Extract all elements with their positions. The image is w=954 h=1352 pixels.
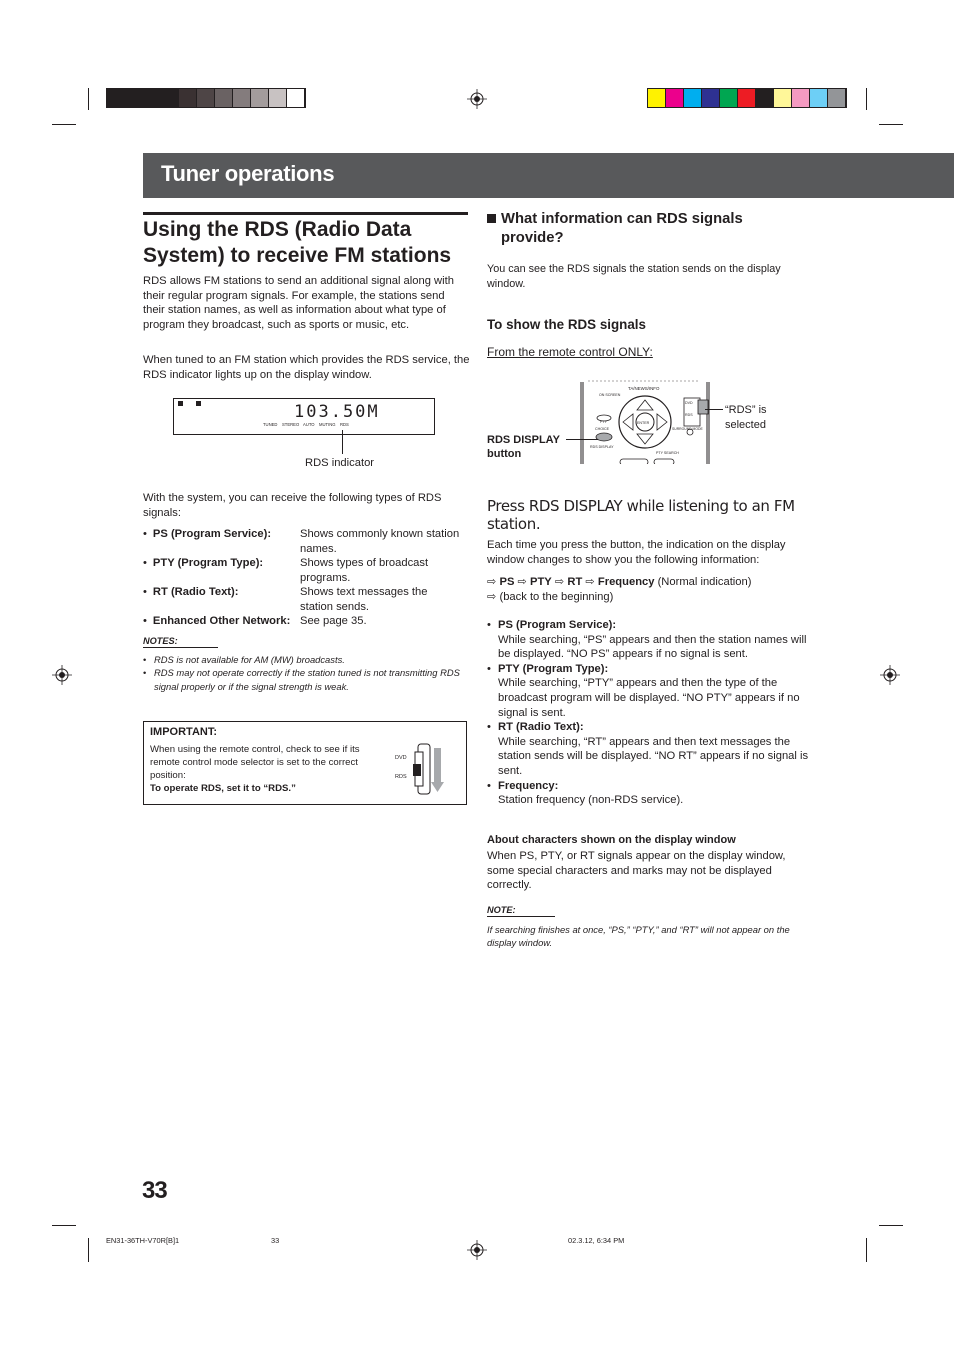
important-body: When using the remote control, check to see if its remote control mode selector is set to the correct position: [150,744,360,781]
registration-swatch [738,89,756,107]
registration-swatch [143,89,161,107]
switch-label-rds: RDS [395,774,407,780]
bullet-text: Station frequency (non-RDS service). [498,794,684,807]
callout-line [566,439,598,440]
crop-mark [879,1225,903,1226]
arrow-icon: ⇨ [585,576,595,588]
switch-label-dvd: DVD [395,755,407,761]
important-box [143,721,467,805]
crop-mark [866,1238,867,1262]
registration-swatch [792,89,810,107]
rds-display-button-label: RDS DISPLAY button [487,434,560,460]
types-intro: With the system, you can receive the following types of RDS signals: [143,492,442,519]
indicator-stereo: STEREO [282,422,300,427]
type-label: • Enhanced Other Network: [143,614,290,629]
rds-indicator-caption: RDS indicator [305,457,375,469]
seq-frequency: Frequency [597,576,655,588]
note-heading: NOTE: [487,905,555,917]
remote-label-choice: CHOICE [595,427,609,431]
important-heading: IMPORTANT: [150,726,218,738]
bullet-label: • RT (Radio Text): [487,720,812,735]
footer-code: EN31-36TH-V70R[B]1 [106,1236,180,1245]
remote-label-rds-display: RDS DISPLAY [590,445,614,449]
registration-swatch [161,89,179,107]
type-desc: Shows commonly known station names. [300,528,460,555]
registration-swatch [251,89,269,107]
seq-normal: (Normal indication) [657,576,752,588]
arrow-icon: ⇨ [487,590,497,603]
crop-mark [52,1225,76,1226]
remote-label-on-screen: ON SCREEN [599,393,621,397]
registration-swatch [107,89,125,107]
remote-label-top: TA/NEWS/INFO [628,386,660,391]
remote-label-surround: SURROUND MODE [672,427,703,431]
registration-target-icon [467,89,487,109]
crop-mark [879,124,903,125]
indicator-muting: MUTING [319,422,336,427]
type-desc: See page 35. [300,615,367,627]
remote-label-rds: RDS [685,413,693,417]
note-text: If searching finishes at once, “PS,” “PTY,” and “RT” will not appear on the display window. [487,924,790,949]
remote-label-pty-search: PTY SEARCH [656,451,679,455]
registration-swatch [179,89,197,107]
intro-paragraph-2: When tuned to an FM station which provides the RDS service, the RDS indicator lights up on the display window. [143,354,470,381]
bullet-label: • PS (Program Service): [487,618,812,633]
display-sequence [487,575,751,604]
remote-label-pty: PTY [600,420,607,424]
registration-swatch [720,89,738,107]
display-segment [196,401,201,406]
mode-selector-switch-icon [410,742,446,798]
seq-pty: PTY [530,576,552,588]
notes-list [143,653,463,693]
note-item: • RDS may not operate correctly if the station tuned is not transmitting RDS signal properly or if the signal strength is weak. [143,666,463,693]
seq-ps: PS [499,576,515,588]
type-desc: Shows text messages the station sends. [300,586,428,613]
subheading-show-rds: To show the RDS signals [487,317,646,332]
registration-target-icon [467,1240,487,1260]
rds-types-list [143,527,473,637]
type-desc: Shows types of broadcast programs. [300,557,429,584]
callout-line [342,430,343,454]
rds-selected-label: “RDS” is selected [725,404,767,431]
remote-label-dvd: DVD [685,401,693,405]
crop-mark [88,88,89,110]
type-label: • RT (Radio Text): [143,585,238,600]
about-heading: About characters shown on the display window [487,834,736,846]
press-instruction-heading: Press RDS DISPLAY while listening to an FM station. [487,497,795,533]
registration-swatch [215,89,233,107]
registration-swatch [810,89,828,107]
bullet-text: While searching, “PS” appears and then the station names will be displayed. “NO PS” appears if no signal is sent. [498,633,807,661]
registration-swatch [287,89,305,107]
type-label: • PTY (Program Type): [143,556,263,571]
bullet-text: While searching, “PTY” appears and then the type of the broadcast program will be displayed. “NO PTY” appears if no signal is sent. [498,677,800,719]
intro-paragraph: RDS allows FM stations to send an additional signal along with their regular program signals. For example, the stations send their station names, as well as information about what type of program they broadcast, such as sports or music, etc. [143,275,454,331]
press-instruction-text: Each time you press the button, the indication on the display window changes to show you the following information: [487,539,786,566]
notes-heading: NOTES: [143,636,218,648]
section-banner [143,153,954,198]
indicator-rds: RDS [340,422,349,427]
crop-mark [88,1238,89,1262]
type-label: • PS (Program Service): [143,527,271,542]
callout-line [705,409,723,410]
seq-rt: RT [567,576,583,588]
bullet-label: • PTY (Program Type): [487,662,812,677]
remote-control-illustration [580,380,710,464]
display-digits: 103.50M [294,402,380,422]
remote-only-label: From the remote control ONLY: [487,345,653,359]
registration-swatch [197,89,215,107]
rds-info-intro: You can see the RDS signals the station sends on the display window. [487,263,781,290]
page-number: 33 [142,1177,167,1204]
footer-date: 02.3.12, 6:34 PM [568,1236,625,1245]
registration-swatch [756,89,774,107]
indicator-auto: AUTO [303,422,315,427]
bullet-text: While searching, “RT” appears and then text messages the station sends will be displayed. “NO RT” appears if no signal is sent. [498,735,809,777]
display-window-illustration [173,398,435,435]
display-segment [178,401,183,406]
square-bullet [487,214,496,223]
important-text [150,743,372,795]
section-title: Tuner operations [161,161,335,186]
crop-mark [866,88,867,110]
arrow-icon: ⇨ [487,576,497,588]
note-item: • RDS is not available for AM (MW) broadcasts. [143,653,463,666]
registration-swatch [702,89,720,107]
signal-info-list [487,618,812,808]
arrow-icon: ⇨ [517,576,527,588]
section-heading-rds-info: What information can RDS signals provide? [501,211,743,246]
about-text: When PS, PTY, or RT signals appear on the display window, some special characters and marks may not be displayed correctly. [487,850,786,892]
registration-swatch [828,89,846,107]
indicator-tuned: TUNED [263,422,278,427]
registration-target-icon [52,665,72,685]
registration-swatch [648,89,666,107]
footer-page: 33 [271,1236,280,1245]
remote-label-enter: ENTER [637,421,650,425]
registration-target-icon [880,665,900,685]
important-instruction: To operate RDS, set it to “RDS.” [150,783,296,794]
registration-swatch [233,89,251,107]
page-heading: Using the RDS (Radio Data System) to receive FM stations [143,212,468,269]
arrow-icon: ⇨ [554,576,565,588]
bullet-label: • Frequency: [487,779,812,794]
registration-swatch [125,89,143,107]
registration-swatch [269,89,287,107]
color-registration-strip [647,88,847,108]
crop-mark [52,124,76,125]
registration-swatch [774,89,792,107]
registration-swatch [684,89,702,107]
gray-registration-strip [106,88,306,108]
seq-back: (back to the beginning) [499,590,614,603]
registration-swatch [666,89,684,107]
